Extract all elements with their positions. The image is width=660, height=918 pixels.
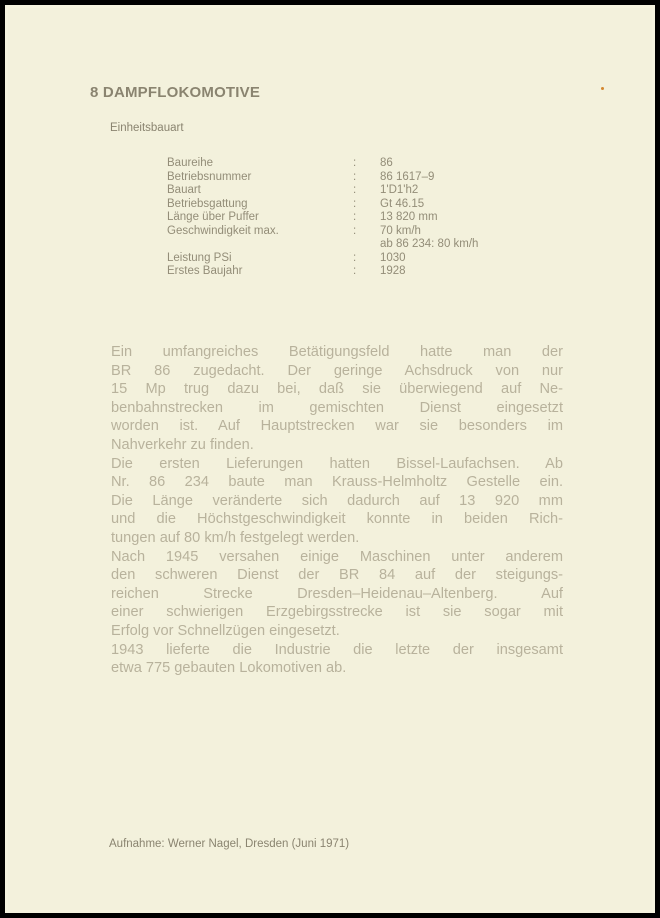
text-line: Ein umfangreiches Betätigungsfeld hatte man der bbox=[111, 344, 563, 360]
spec-value: 86 1617–9 bbox=[380, 170, 435, 183]
spec-label: Länge über Puffer bbox=[167, 211, 259, 223]
spec-colon: : bbox=[353, 197, 357, 210]
card-subtitle: Einheitsbauart bbox=[110, 122, 184, 134]
spec-colon: : bbox=[353, 170, 357, 183]
spec-label: Betriebsnummer bbox=[167, 170, 252, 183]
spec-value: 70 km/h bbox=[380, 224, 421, 237]
spec-value: Gt 46.15 bbox=[380, 197, 425, 210]
text-line: 15 Mp trug dazu bei, daß sie überwiegend auf Ne- bbox=[111, 381, 563, 398]
text-line: und die Höchstgeschwindigkeit konnte in beiden Rich- bbox=[111, 511, 563, 528]
paper-speck bbox=[601, 87, 604, 90]
text-line: worden ist. Auf Hauptstrecken war sie besonders im bbox=[111, 418, 563, 435]
spec-value: 1928 bbox=[380, 265, 406, 277]
spec-colon: : bbox=[353, 265, 357, 277]
text-line: reichen Strecke Dresden–Heidenau–Altenberg. Auf bbox=[111, 585, 563, 602]
text-line: Die ersten Lieferungen hatten Bissel-Laufachsen. Ab bbox=[111, 455, 563, 472]
text-line: Nr. 86 234 baute man Krauss-Helmholtz Gestelle ein. bbox=[111, 474, 563, 491]
spec-colon: : bbox=[353, 157, 357, 169]
spec-label: Leistung PSi bbox=[167, 251, 232, 264]
text-line: Die Länge veränderte sich dadurch auf 13 920 mm bbox=[111, 492, 563, 509]
text-line: Nach 1945 versahen einige Maschinen unter anderem bbox=[111, 548, 563, 565]
text-line: tungen auf 80 km/h festgelegt werden. bbox=[111, 529, 360, 546]
spec-label: Geschwindigkeit max. bbox=[167, 224, 279, 237]
spec-label: Betriebsgattung bbox=[167, 197, 248, 210]
card-title: 8 DAMPFLOKOMOTIVE bbox=[90, 84, 261, 101]
spec-value: 13 820 mm bbox=[380, 211, 438, 223]
spec-colon: : bbox=[353, 251, 357, 264]
photo-credit: Aufnahme: Werner Nagel, Dresden (Juni 1971) bbox=[109, 838, 350, 850]
text-line: 1943 lieferte die Industrie die letzte der insgesamt bbox=[111, 641, 563, 658]
text-line: BR 86 zugedacht. Der geringe Achsdruck von nur bbox=[111, 362, 563, 379]
description-text bbox=[111, 343, 563, 678]
text-line: etwa 775 gebauten Lokomotiven ab. bbox=[111, 660, 347, 677]
text-line: Nahverkehr zu finden. bbox=[111, 436, 254, 453]
spec-label: Bauart bbox=[167, 184, 201, 196]
text-line: benbahnstrecken im gemischten Dienst eingesetzt bbox=[111, 399, 563, 416]
spec-value: ab 86 234: 80 km/h bbox=[380, 238, 479, 250]
spec-label: Erstes Baujahr bbox=[167, 265, 243, 277]
text-line: einer schwierigen Erzgebirgsstrecke ist sie sogar mit bbox=[111, 604, 563, 621]
spec-colon: : bbox=[353, 184, 357, 196]
spec-colon: : bbox=[353, 211, 357, 223]
spec-value: 1'D1'h2 bbox=[380, 184, 419, 196]
spec-label: Baureihe bbox=[167, 157, 214, 169]
text-line: den schweren Dienst der BR 84 auf der steigungs- bbox=[111, 567, 563, 584]
spec-value: 1030 bbox=[380, 251, 406, 264]
spec-colon: : bbox=[353, 224, 357, 237]
spec-value: 86 bbox=[380, 157, 393, 169]
text-line: Erfolg vor Schnellzügen eingesetzt. bbox=[111, 622, 340, 639]
